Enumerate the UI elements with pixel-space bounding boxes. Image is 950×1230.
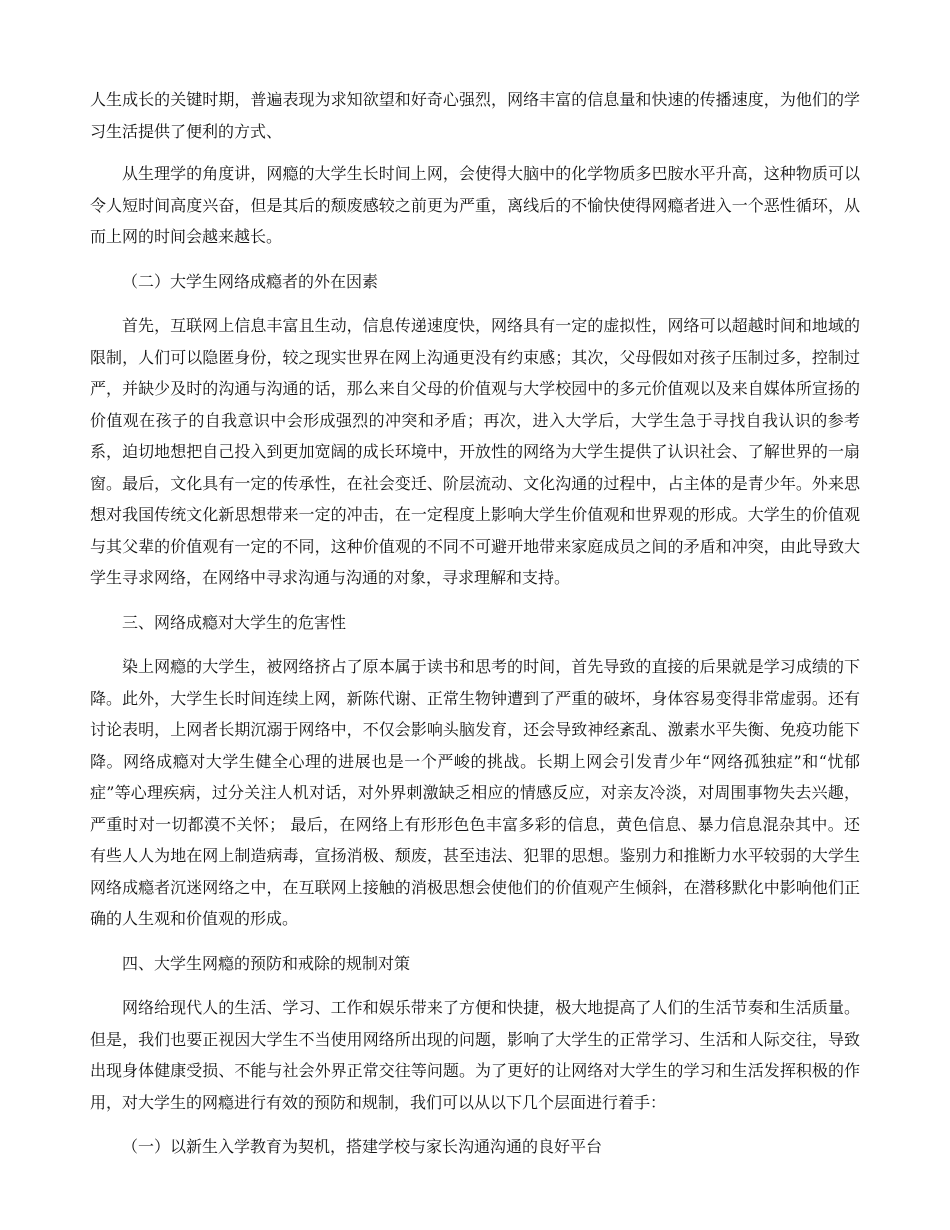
paragraph-prevention: 网络给现代人的生活、学习、工作和娱乐带来了方便和快捷，极大地提高了人们的生活节奏和生活质量。但是，我们也要正视因大学生不当使用网络所出现的问题，影响了大学生的正常学习、生活和人际交往，导致出现身体健康受损、不能与社会外界正常交往等问题。为了更好的让网络对大学生的学习和生活发挥积极的作用，对大学生的网瘾进行有效的预防和规制，我们可以从以下几个层面进行着手：: [90, 998, 860, 1112]
paragraph-harm: 染上网瘾的大学生，被网络挤占了原本属于读书和思考的时间，首先导致的直接的后果就是学习成绩的下降。此外，大学生长时间连续上网，新陈代谢、正常生物钟遭到了严重的破坏，身体容易变得非常虚弱。还有讨论表明，上网者长期沉溺于网络中，不仅会影响头脑发育，还会导致神经紊乱、激素水平失衡、免疫功能下降。网络成瘾对大学生健全心理的进展也是一个严峻的挑战。长期上网会引发青少年“网络孤独症”和“忧郁症”等心理疾病，过分关注人机对话，对外界刺激缺乏相应的情感反应，对亲友冷淡，对周围事物失去兴趣，严重时对一切都漠不关怀； 最后，在网络上有形形色色丰富多彩的信息，黄色信息、暴力信息混杂其中。还有些人人为地在网上制造病毒，宣扬消极、颓废，甚至违法、犯罪的思想。鉴别力和推断力水平较弱的大学生网络成瘾者沉迷网络之中，在互联网上接触的消极思想会使他们的价值观产生倾斜，在潜移默化中影响他们正确的人生观和价值观的形成。: [90, 657, 860, 928]
section-heading-prevention: 四、大学生网瘾的预防和戒除的规制对策: [122, 953, 411, 973]
section-heading-orientation: （一）以新生入学教育为契机，搭建学校与家长沟通沟通的良好平台: [122, 1137, 603, 1156]
paragraph-gap: [90, 638, 860, 651]
paragraph-gap: [90, 253, 860, 266]
paragraph-intro-continuation: 人生成长的关键时期，普遍表现为求知欲望和好奇心强烈，网络丰富的信息量和快速的传播速度，为他们的学习生活提供了便利的方式、: [90, 90, 860, 141]
paragraph-physiology: 从生理学的角度讲，网瘾的大学生长时间上网，会使得大脑中的化学物质多巴胺水平升高，这种物质可以令人短时间高度兴奋，但是其后的颓废感较之前更为严重，离线后的不愉快使得网瘾者进入一个恶性循环，从而上网的时间会越来越长。: [90, 164, 860, 246]
paragraph-gap: [90, 979, 860, 992]
paragraph-gap: [90, 935, 860, 948]
paragraph-gap: [90, 147, 860, 158]
paragraph-external-factors: 首先，互联网上信息丰富且生动，信息传递速度快，网络具有一定的虚拟性，网络可以超越时间和地域的限制，人们可以隐匿身份，较之现实世界在网上沟通更没有约束感；其次，父母假如对孩子压制过多，控制过严，并缺少及时的沟通与沟通的话，那么来自父母的价值观与大学校园中的多元价值观以及来自媒体所宣扬的价值观在孩子的自我意识中会形成强烈的冲突和矛盾；再次，进入大学后，大学生急于寻找自我认识的参考系，迫切地想把自己投入到更加宽阔的成长环境中，开放性的网络为大学生提供了认识社会、了解世界的一扇窗。最后，文化具有一定的传承性，在社会变迁、阶层流动、文化沟通的过程中，占主体的是青少年。外来思想对我国传统文化新思想带来一定的冲击，在一定程度上影响大学生价值观和世界观的形成。大学生的价值观与其父辈的价值观有一定的不同，这种价值观的不同不可避开地带来家庭成员之间的矛盾和冲突，由此导致大学生寻求网络，在网络中寻求沟通与沟通的对象，寻求理解和支持。: [90, 316, 860, 587]
document-page: [90, 84, 860, 1163]
paragraph-gap: [90, 297, 860, 310]
paragraph-gap: [90, 594, 860, 607]
section-heading-harm: 三、网络成瘾对大学生的危害性: [122, 612, 347, 632]
section-heading-external-factors: （二）大学生网络成瘾者的外在因素: [122, 271, 379, 291]
paragraph-gap: [90, 1118, 860, 1131]
